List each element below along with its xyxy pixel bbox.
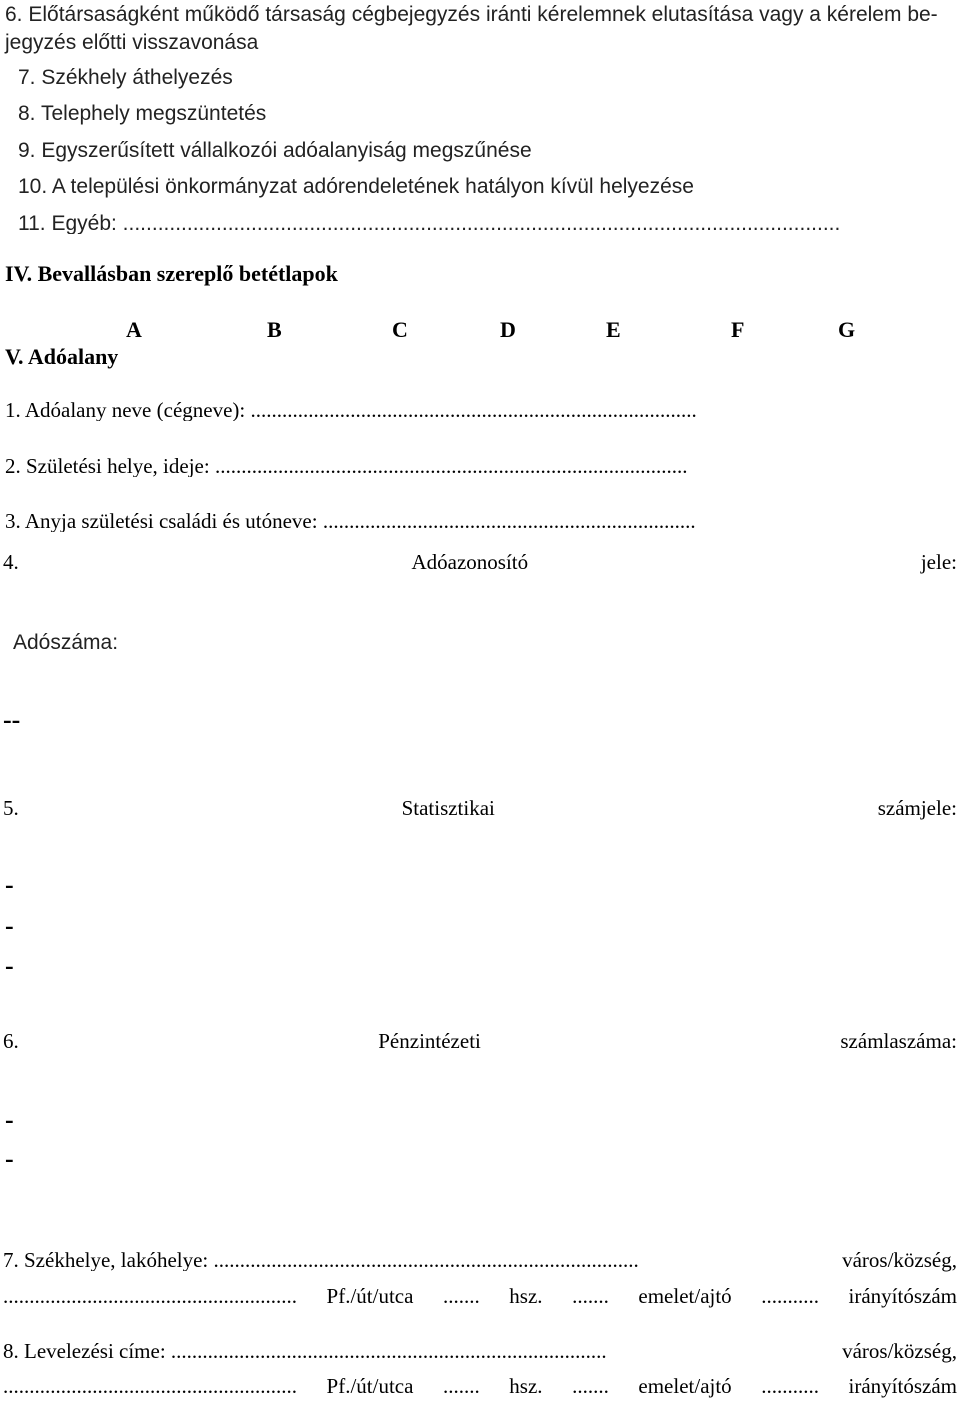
betetlap-letters bbox=[0, 317, 960, 343]
field-adoazonosito-label: Adóazonosító bbox=[411, 550, 529, 574]
field-statisztikai-szamjel bbox=[3, 798, 957, 819]
field-levelezesi-dots-3: ....... bbox=[572, 1374, 609, 1398]
betetlap-letter-d: D bbox=[500, 317, 516, 342]
field-szekhely-dots-3: ....... bbox=[572, 1284, 609, 1308]
field-levelezesi-dots-2: ....... bbox=[443, 1374, 480, 1398]
item-10: 10. A települési önkormányzat adórendeletének hatályon kívül helyezése bbox=[18, 175, 694, 198]
field-szekhely-line2 bbox=[3, 1286, 957, 1307]
field-levelezesi-hsz: hsz. bbox=[509, 1374, 543, 1398]
field-szekhely-dots-2: ....... bbox=[443, 1284, 480, 1308]
item-6-line2: jegyzés előtti visszavonása bbox=[5, 31, 259, 54]
betetlap-letter-g: G bbox=[838, 317, 856, 342]
item-9: 9. Egyszerűsített vállalkozói adóalanyiság megszűnése bbox=[18, 139, 532, 162]
statisztikai-dash-2: - bbox=[5, 911, 14, 940]
field-szuletesi-hely: 2. Születési helye, ideje: .......................................................................................... bbox=[5, 456, 688, 477]
item-7: 7. Székhely áthelyezés bbox=[18, 66, 233, 89]
field-levelezesi-line1 bbox=[3, 1341, 957, 1362]
field-szekhely-utca: Pf./út/utca bbox=[326, 1284, 414, 1308]
field-statisztikai-label: Statisztikai bbox=[401, 796, 495, 820]
field-szekhely-dots-1: ........................................................ bbox=[3, 1286, 297, 1307]
field-levelezesi-label: 8. Levelezési címe: ................................................................................... bbox=[3, 1341, 607, 1362]
field-penzintezeti-suffix: számlaszáma: bbox=[840, 1029, 957, 1053]
field-statisztikai-suffix: számjele: bbox=[877, 796, 957, 820]
item-8: 8. Telephely megszüntetés bbox=[18, 102, 267, 125]
betetlap-letter-e: E bbox=[606, 317, 621, 342]
field-adoazonosito-jel bbox=[3, 552, 957, 573]
field-szekhely-emelet: emelet/ajtó bbox=[638, 1284, 732, 1308]
field-levelezesi-dots-4: ........... bbox=[761, 1374, 819, 1398]
section5-heading: V. Adóalany bbox=[5, 344, 119, 369]
field-szekhely-line1 bbox=[3, 1250, 957, 1271]
field-szekhely-dots-4: ........... bbox=[761, 1284, 819, 1308]
betetlap-letter-a: A bbox=[126, 317, 142, 342]
field-levelezesi-utca: Pf./út/utca bbox=[326, 1374, 414, 1398]
section4-heading: IV. Bevallásban szereplő betétlapok bbox=[5, 261, 338, 286]
penzintezeti-dash-1: - bbox=[5, 1105, 14, 1134]
adoszama-label: Adószáma: bbox=[13, 631, 119, 654]
statisztikai-dash-1: - bbox=[5, 870, 14, 899]
betetlap-letter-c: C bbox=[392, 317, 408, 342]
field-levelezesi-emelet: emelet/ajtó bbox=[638, 1374, 732, 1398]
field-szekhely-hsz: hsz. bbox=[509, 1284, 543, 1308]
field-szekhely-label: 7. Székhelye, lakóhelye: ................................................................................. bbox=[3, 1250, 639, 1271]
betetlap-letter-f: F bbox=[731, 317, 745, 342]
field-levelezesi-varos: város/község, bbox=[842, 1339, 957, 1363]
field-levelezesi-irsz: irányítószám bbox=[848, 1374, 957, 1398]
field-szekhely-irsz: irányítószám bbox=[848, 1284, 957, 1308]
field-penzintezeti-number: 6. bbox=[3, 1029, 19, 1053]
field-szekhely-varos: város/község, bbox=[842, 1248, 957, 1272]
field-adoalany-neve: 1. Adóalany neve (cégneve): ..................................................................................... bbox=[5, 400, 697, 421]
item-11: 11. Egyéb: ........................................................................................................................... bbox=[18, 213, 841, 234]
field-anyja-neve: 3. Anyja születési családi és utóneve: ....................................................................... bbox=[5, 511, 696, 532]
penzintezeti-dash-2: - bbox=[5, 1144, 14, 1173]
statisztikai-dash-3: - bbox=[5, 951, 14, 980]
field-levelezesi-dots-1: ........................................................ bbox=[3, 1376, 297, 1397]
field-penzintezeti-label: Pénzintézeti bbox=[378, 1029, 481, 1053]
betetlap-letter-b: B bbox=[267, 317, 282, 342]
item-6-line1: 6. Előtársaságként működő társaság cégbejegyzés iránti kérelemnek elutasítása vagy a kérelem be- bbox=[5, 3, 938, 26]
adoszama-dash: -- bbox=[3, 705, 21, 734]
field-penzintezeti-szamlaszam bbox=[3, 1031, 957, 1052]
field-statisztikai-number: 5. bbox=[3, 796, 19, 820]
field-adoazonosito-suffix: jele: bbox=[920, 550, 957, 574]
field-adoazonosito-number: 4. bbox=[3, 550, 19, 574]
field-levelezesi-line2 bbox=[3, 1376, 957, 1397]
